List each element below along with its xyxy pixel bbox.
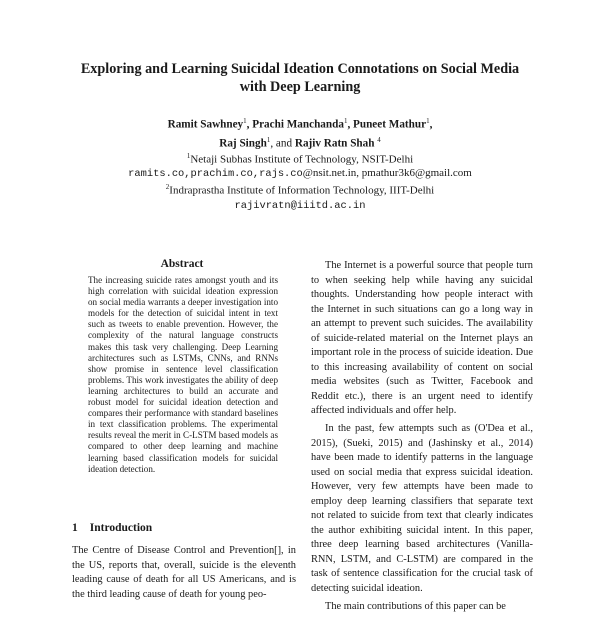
- author-line-1: [60, 114, 540, 133]
- author-separator: ,: [246, 118, 253, 131]
- email-address: rajivratn@iiitd.ac.in: [234, 199, 366, 212]
- author-name: Raj Singh: [219, 137, 267, 150]
- paragraph: The Internet is a powerful source that people turn to when seeking help while having any suicidal thoughts. Understanding how people interact with the Internet in such situations can go a long way in an attempt to prevent such suicides. The availability of suicide-related material on the Internet plays an important role in the process of suicide ideation. Due to this increasing availability of content on social media websites (such as Twitter, Facebook and Reddit etc.), there is an urgent need to identify affected individuals and offer help.: [311, 260, 533, 417]
- title-line-2: with Deep Learning: [239, 79, 361, 95]
- abstract-text: The increasing suicide rates amongst youth and its high correlation with suicidal ideation expression on social media warrants a deeper investigation into models for the detection of suicidal intent in text such as tweets to enable prevention. However, the complexity of the natural language constructs makes this task very challenging. Deep Learning architectures such as LSTMs, CNNs, and RNNs show promise in sentence level classification problems. This work investigates the ability of deep learning architectures to build an accurate and robust model for suicidal ideation detection and compares their performance with standard baselines in text classification problems. The experimental results reveal the merit in C-LSTM based models as compared to other deep learning and machine learning based classification models for suicidal ideation detection.: [88, 275, 278, 474]
- paragraph: In the past, few attempts such as (O'Dea et al., 2015), (Sueki, 2015) and (Jashinsky et al., 2014) have been made to identify patterns in the language used on social media that express suicidal ideation. However, very few attempts have been made to employ deep learning classifiers that separate text not related to suicide from text that clearly indicates the author exhibiting suicidal intent. In this paper, three deep learning based architectures (Vanilla-RNN, LSTM, and C-LSTM) are compared in the task of sentence classification for the crucial task of detecting suicidal ideation.: [311, 423, 533, 595]
- paper-title: [60, 60, 540, 96]
- section-title: Introduction: [89, 522, 153, 534]
- author-affiliation-mark: 1: [426, 117, 430, 125]
- author-affiliation-mark: 4: [377, 135, 381, 144]
- abstract-heading: Abstract: [160, 258, 204, 270]
- author-line-2: [60, 133, 540, 152]
- email-usernames: ramits.co,prachim.co,rajs.co: [128, 168, 303, 181]
- affiliation-name: Indraprastha Institute of Information Technology, IIIT-Delhi: [169, 185, 435, 198]
- section-heading-introduction: [72, 522, 292, 534]
- right-column: [311, 259, 533, 617]
- author-affiliation-mark: 1: [266, 135, 271, 144]
- affiliation-2: [60, 181, 540, 198]
- affiliation-2-email: [60, 199, 540, 213]
- author-name: Ramit Sawhney: [167, 118, 244, 131]
- affiliation-1: [60, 150, 540, 167]
- email-domains: @nsit.net.in, pmathur3k6@gmail.com: [302, 167, 472, 180]
- author-name: Puneet Mathur: [353, 118, 427, 131]
- title-line-1: Exploring and Learning Suicidal Ideation Connotations on Social Media: [80, 61, 520, 77]
- author-list: [60, 114, 540, 151]
- affiliation-mark: 1: [186, 152, 191, 160]
- author-affiliation-mark: 1: [343, 117, 348, 125]
- author-separator: ,: [347, 118, 354, 131]
- author-name: Rajiv Ratn Shah: [294, 137, 375, 150]
- affiliation-1-emails: [60, 167, 540, 181]
- affiliation-name: Netaji Subhas Institute of Technology, NSIT-Delhi: [190, 153, 414, 166]
- affiliation-mark: 2: [165, 183, 170, 192]
- author-and: , and: [270, 137, 295, 150]
- affiliations: [60, 150, 540, 213]
- author-separator: ,: [429, 118, 433, 131]
- author-name: Prachi Manchanda: [252, 118, 344, 131]
- author-affiliation-mark: 1: [243, 117, 247, 125]
- introduction-text: The Centre of Disease Control and Prevention[], in the US, reports that, overall, suicide is the eleventh leading cause of death for all US Americans, and is the third leading cause of death for young peo-: [72, 545, 296, 600]
- section-number: 1: [72, 522, 78, 534]
- paragraph: The main contributions of this paper can be: [325, 600, 506, 612]
